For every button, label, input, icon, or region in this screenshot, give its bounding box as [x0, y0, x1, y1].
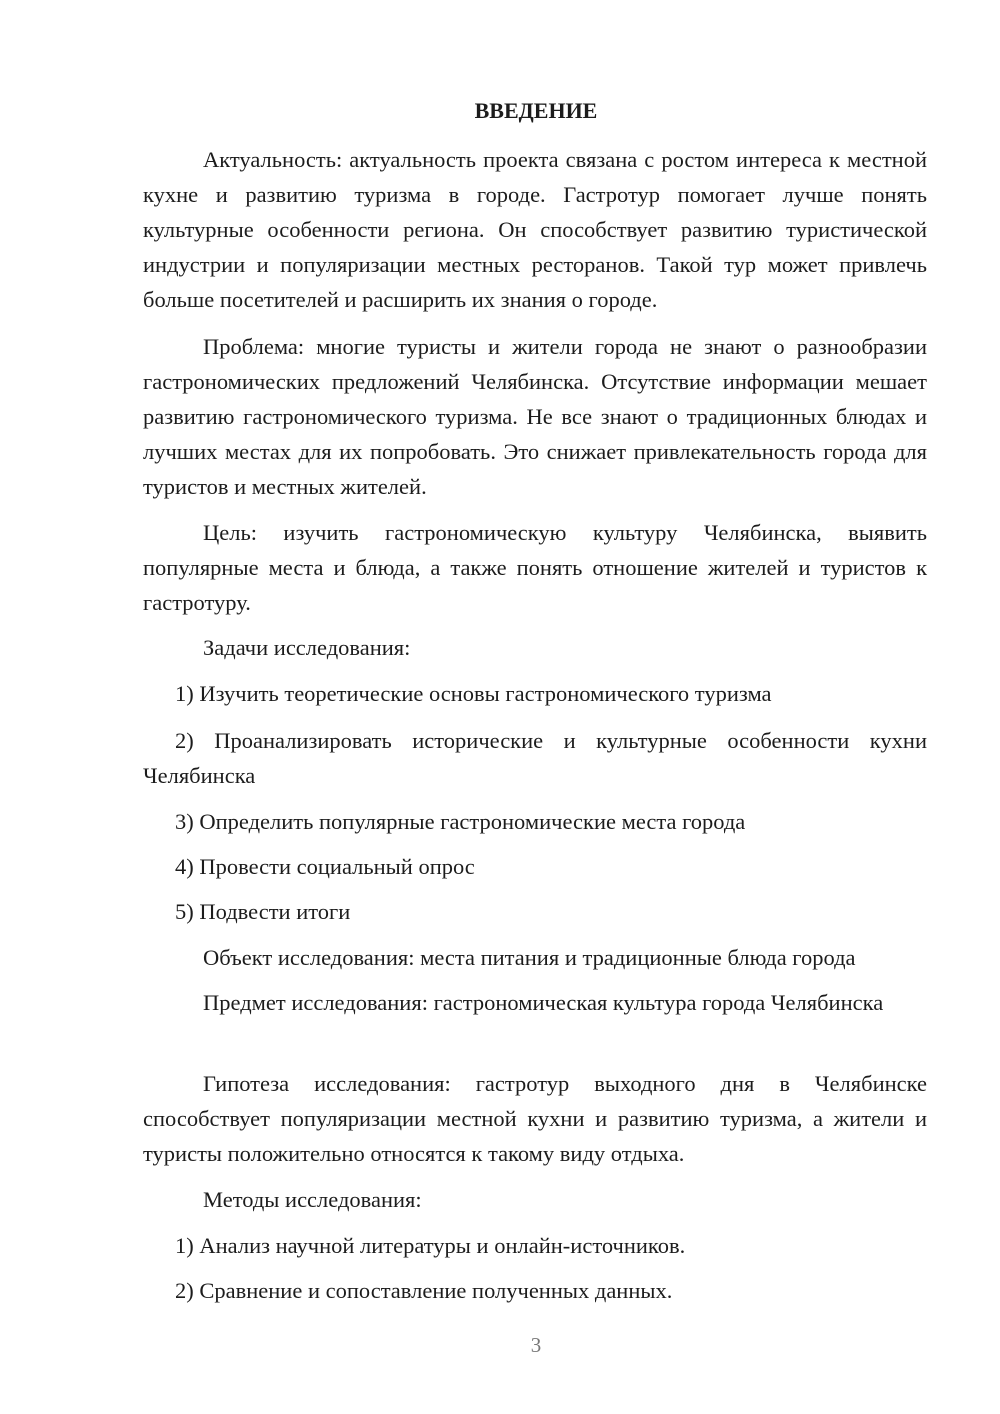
task-item-4: 4) Провести социальный опрос — [175, 854, 475, 879]
methods-heading: Методы исследования: — [203, 1187, 422, 1212]
task-item-3: 3) Определить популярные гастрономические места города — [175, 809, 746, 834]
task-item-5: 5) Подвести итоги — [175, 899, 351, 924]
task-item-1: 1) Изучить теоретические основы гастрономического туризма — [175, 681, 772, 706]
tasks-heading: Задачи исследования: — [203, 635, 411, 660]
method-item-2: 2) Сравнение и сопоставление полученных данных. — [175, 1278, 673, 1303]
method-item-1: 1) Анализ научной литературы и онлайн-источников. — [175, 1233, 686, 1258]
problem-paragraph: Проблема: многие туристы и жители города не знают о разнообразии гастрономических предложений Челябинска. Отсутствие информации мешает развитию гастрономического туризма. Не все знают о традиционных блюдах и лучших местах для их попробовать. Это снижает привлекательность города для туристов и местных жителей. — [143, 334, 927, 499]
page-number: 3 — [530, 1333, 542, 1357]
hypothesis-paragraph: Гипотеза исследования: гастротур выходного дня в Челябинске способствует популяризации местной кухни и развитию туризма, а жители и туристы положительно относятся к такому виду отдыха. — [143, 1071, 927, 1166]
subject-paragraph: Предмет исследования: гастрономическая культура города Челябинска — [203, 990, 884, 1015]
task-item-2: 2) Проанализировать исторические и культурные особенности кухни Челябинска — [143, 728, 927, 788]
goal-paragraph: Цель: изучить гастрономическую культуру Челябинска, выявить популярные места и блюда, а также понять отношение жителей и туристов к гастротуру. — [143, 520, 927, 615]
relevance-paragraph: Актуальность: актуальность проекта связана с ростом интереса к местной кухне и развитию туризма в городе. Гастротур помогает лучше понять культурные особенности региона. Он способствует развитию туристической индустрии и популяризации местных ресторанов. Такой тур может привлечь больше посетителей и расширить их знания о городе. — [143, 147, 927, 312]
section-title: ВВЕДЕНИЕ — [474, 98, 598, 123]
object-paragraph: Объект исследования: места питания и традиционные блюда города — [203, 945, 856, 970]
